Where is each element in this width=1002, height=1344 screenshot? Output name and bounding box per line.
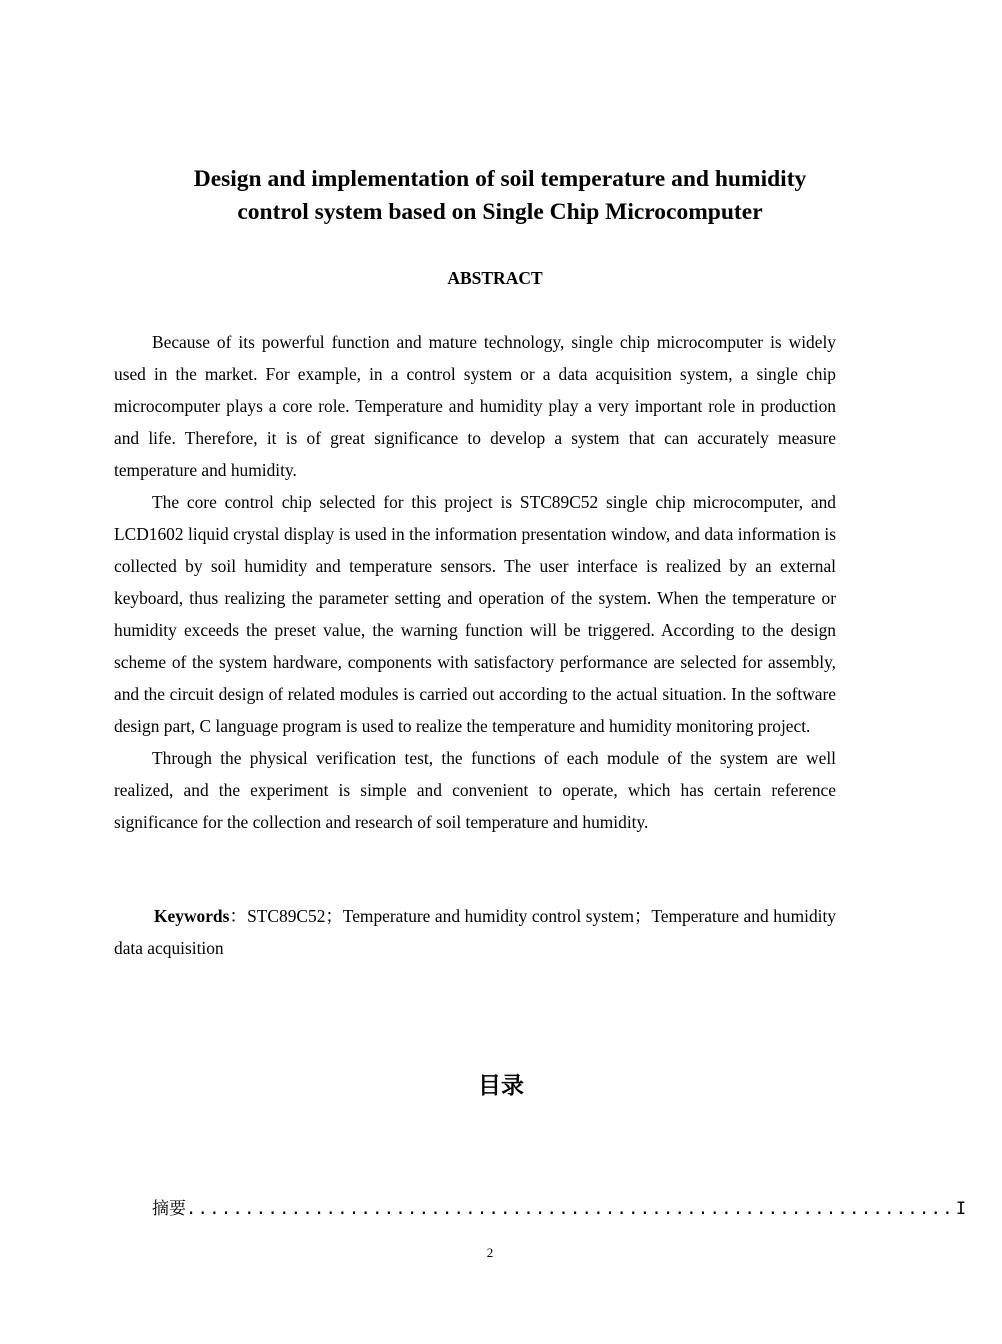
toc-entry-leader: .................................................................. [186, 1199, 954, 1219]
toc-entry-label: 摘要 [152, 1199, 186, 1219]
title-line-1: Design and implementation of soil temperature and humidity [193, 166, 807, 192]
toc-entry-abstract[interactable] [152, 1196, 967, 1222]
page-number: 2 [486, 1245, 494, 1260]
toc-entry-page: I [955, 1199, 967, 1219]
abstract-paragraph-3: Through the physical verification test, the functions of each module of the system are well realized, and the experiment is simple and convenient to operate, which has certain reference significance for the collection and research of soil temperature and humidity. [114, 748, 836, 832]
abstract-paragraph-1: Because of its powerful function and mature technology, single chip microcomputer is widely used in the market. For example, in a control system or a data acquisition system, a single chip microcomputer plays a core role. Temperature and humidity play a very important role in production and life. Therefore, it is of great significance to develop a system that can accurately measure temperature and humidity. [114, 332, 836, 480]
document-title [100, 163, 900, 229]
keywords-label: Keywords [154, 906, 230, 926]
keywords-text: ：STC89C52；Temperature and humidity control system；Temperature and humidity data acquisition [114, 906, 836, 958]
abstract-body [114, 326, 836, 838]
toc-heading: 目录 [478, 1073, 524, 1099]
abstract-heading: ABSTRACT [447, 268, 543, 288]
abstract-paragraph-2: The core control chip selected for this project is STC89C52 single chip microcomputer, and LCD1602 liquid crystal display is used in the information presentation window, and data information is collected by soil humidity and temperature sensors. The user interface is realized by an external keyboard, thus realizing the parameter setting and operation of the system. When the temperature or humidity exceeds the preset value, the warning function will be triggered. According to the design scheme of the system hardware, components with satisfactory performance are selected for assembly, and the circuit design of related modules is carried out according to the actual situation. In the software design part, C language program is used to realize the temperature and humidity monitoring project. [114, 492, 836, 736]
title-line-2: control system based on Single Chip Microcomputer [237, 199, 763, 225]
keywords-line [114, 900, 836, 964]
